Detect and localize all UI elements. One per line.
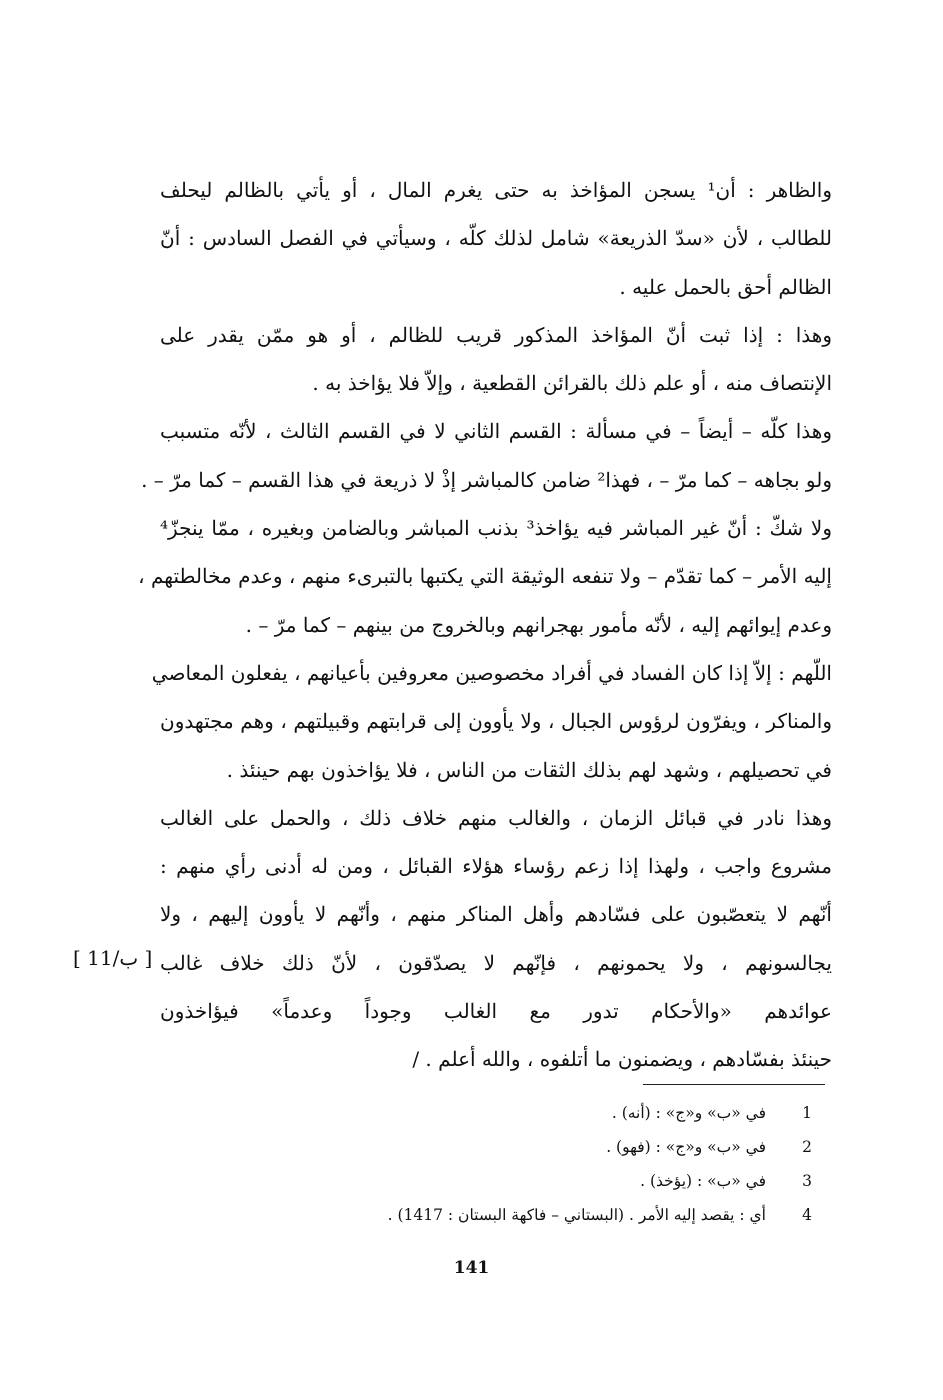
text-line: ولو بجاهه – كما مرّ – ، فهذا² ضامن كالمباشر إذْ لا ذريعة في هذا القسم – كما مرّ – . bbox=[141, 467, 832, 492]
footnote-text: في «ب» و«ج» : (فهو) . bbox=[606, 1138, 766, 1156]
main-text bbox=[138, 166, 832, 1084]
text-line: وهذا : إذا ثبت أنّ المؤاخذ المذكور قريب للظالم ، أو هو ممّن يقدر على bbox=[160, 322, 832, 347]
text-line: الظالم أحق بالحمل عليه . bbox=[619, 274, 832, 299]
text-line: الإنتصاف منه ، أو علم ذلك بالقرائن القطعية ، وإلاّ فلا يؤاخذ به . bbox=[312, 371, 832, 396]
text-line: في تحصيلهم ، وشهد لهم بذلك الثقات من الناس ، فلا يؤاخذون بهم حينئذ . bbox=[226, 757, 832, 782]
footnote-number: 2 bbox=[802, 1138, 812, 1156]
text-line: للطالب ، لأن «سدّ الذريعة» شامل لذلك كلّه ، وسيأتي في الفصل السادس : أنّ bbox=[160, 226, 832, 251]
text-line: عوائدهم «والأحكام تدور مع الغالب وجوداً وعدماً» فيؤاخذون bbox=[160, 999, 832, 1024]
text-line: وهذا نادر في قبائل الزمان ، والغالب منهم خلاف ذلك ، والحمل على الغالب bbox=[160, 805, 832, 830]
text-line: وعدم إيوائهم إليه ، لأنّه مأمور بهجرانهم وبالخروج من بينهم – كما مرّ – . bbox=[245, 612, 832, 637]
page-number: 141 bbox=[453, 1258, 490, 1278]
text-line: حينئذ بفسّادهم ، ويضمنون ما أتلفوه ، والله أعلم . / bbox=[412, 1047, 832, 1072]
footnote bbox=[300, 1164, 812, 1198]
footnote bbox=[300, 1130, 812, 1164]
footnote-separator bbox=[643, 1084, 825, 1085]
footnote-number: 4 bbox=[802, 1206, 812, 1224]
manuscript-folio-marker: [ 11/ب ] bbox=[73, 946, 153, 970]
footnote-text: في «ب» و«ج» : (أنه) . bbox=[611, 1104, 766, 1122]
text-line: اللّهم : إلاّ إذا كان الفساد في أفراد مخصوصين معروفين بأعيانهم ، يفعلون المعاصي bbox=[151, 660, 832, 685]
text-line: ولا شكّ : أنّ غير المباشر فيه يؤاخذ³ بذنب المباشر وبالضامن وبغيره ، ممّا ينجزّ⁴ bbox=[160, 516, 832, 541]
text-line: والظاهر : أن¹ يسجن المؤاخذ به حتى يغرم المال ، أو يأتي بالظالم ليحلف bbox=[160, 178, 832, 202]
text-line: والمناكر ، ويفرّون لرؤوس الجبال ، ولا يأوون إلى قرابتهم وقبيلتهم ، وهم مجتهدون bbox=[160, 709, 832, 734]
footnote-number: 3 bbox=[802, 1172, 812, 1190]
footnote-text: أي : يقصد إليه الأمر . (البستاني – فاكهة البستان : 1417) . bbox=[387, 1206, 766, 1224]
text-line: إليه الأمر – كما تقدّم – ولا تنفعه الوثيقة التي يكتبها بالتبرىء منهم ، وعدم مخالطتهم ، bbox=[138, 564, 832, 589]
footnote-number: 1 bbox=[802, 1104, 812, 1122]
footnote-text: في «ب» : (يؤخذ) . bbox=[640, 1172, 766, 1190]
text-line: أنّهم لا يتعصّبون على فسّادهم وأهل المناكر منهم ، وأنّهم لا يأوون إليهم ، ولا bbox=[160, 902, 832, 927]
footnote bbox=[300, 1198, 812, 1232]
text-line: يجالسونهم ، ولا يحمونهم ، فإنّهم لا يصدّقون ، لأنّ ذلك خلاف غالب bbox=[160, 950, 832, 975]
text-line: مشروع واجب ، ولهذا إذا زعم رؤساء هؤلاء القبائل ، ومن له أدنى رأي منهم : bbox=[160, 854, 832, 879]
footnotes bbox=[300, 1096, 812, 1232]
footnote bbox=[300, 1096, 812, 1130]
text-line: وهذا كلّه – أيضاً – في مسألة : القسم الثاني لا في القسم الثالث ، لأنّه متسبب bbox=[160, 419, 832, 444]
